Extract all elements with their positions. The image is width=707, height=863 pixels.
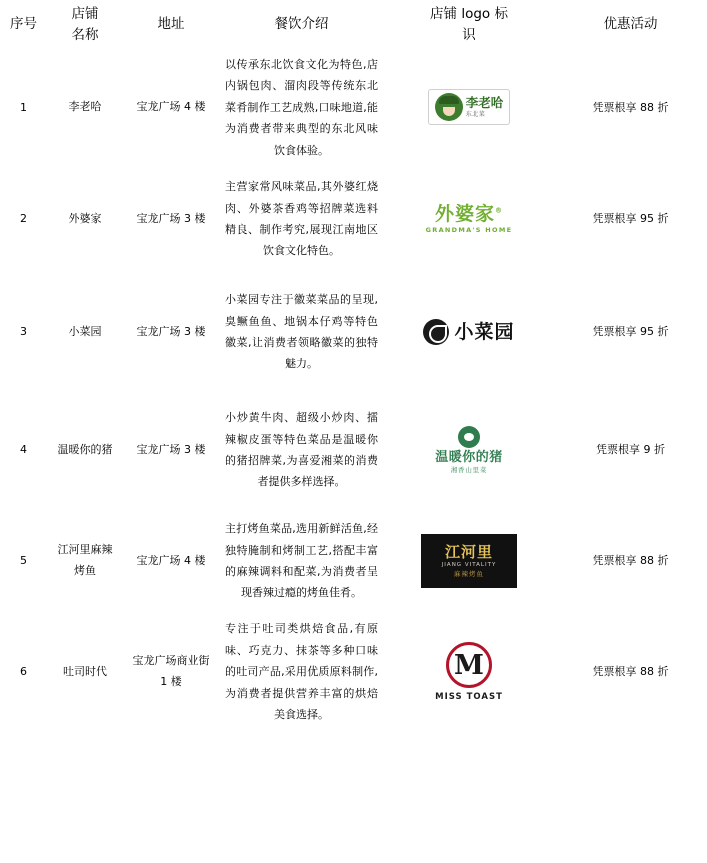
column-header-name [47, 0, 123, 50]
logo-wrapper [390, 426, 548, 474]
table-row [0, 391, 707, 509]
cell-logo [384, 50, 554, 165]
cell-address: 宝龙广场 3 楼 [136, 211, 206, 225]
logo-wrapper [390, 534, 548, 588]
table-row [0, 165, 707, 273]
cell-description: 主营家常风味菜品,其外婆红烧肉、外婆茶香鸡等招牌菜选料精良、制作考究,展现江南地区饮食文化特色。 [225, 180, 378, 258]
cell-description: 专注于吐司类烘焙食品,有原味、巧克力、抹茶等多种口味的吐司产品,采用优质原料制作,为消费者提供营养丰富的烘焙美食选择。 [225, 622, 378, 722]
logo-sub-text: GRANDMA'S HOME [425, 225, 513, 234]
column-header-description [219, 0, 384, 50]
cell-logo [384, 273, 554, 391]
column-header-logo-line2: 识 [462, 26, 476, 43]
column-header-address-line1: 地址 [157, 16, 185, 33]
table-row [0, 613, 707, 731]
registered-mark-icon: ® [495, 206, 503, 215]
logo-wrapper [390, 315, 548, 349]
table-body [0, 50, 707, 731]
logo-wrapper [390, 642, 548, 702]
cell-description: 小菜园专注于徽菜菜品的呈现,臭鳜鱼鱼、地锅本仔鸡等特色徽菜,让消费者领略徽菜的独特魅力。 [225, 293, 378, 371]
shop-logo-waipojia [425, 202, 513, 234]
logo-wrapper [390, 89, 548, 125]
column-header-name-line1: 店铺 [71, 6, 99, 22]
cell-index: 3 [20, 325, 27, 339]
cell-logo [384, 509, 554, 613]
table-header-row [0, 0, 707, 50]
table-row [0, 50, 707, 165]
column-header-name-line2: 名称 [71, 26, 99, 43]
cell-index: 5 [20, 554, 27, 568]
cell-shop-name: 吐司时代 [63, 664, 107, 678]
column-header-logo-line1: 店铺 logo 标 [430, 6, 508, 22]
logo-en-text: JIANG VITALITY [441, 561, 497, 568]
column-header-address [123, 0, 219, 50]
logo-wrapper [390, 202, 548, 234]
logo-main-text: 温暖你的猪 [435, 450, 503, 466]
shop-logo-lilaoha [428, 89, 511, 125]
logo-main-text: 小菜园 [454, 320, 515, 343]
chef-avatar-icon [435, 93, 463, 121]
cell-address: 宝龙广场 4 楼 [136, 553, 206, 567]
cell-index: 4 [20, 443, 27, 457]
cell-promotion: 凭票根享 88 折 [592, 100, 669, 114]
cell-logo [384, 165, 554, 273]
logo-main-text: 江河里 [444, 542, 493, 561]
logo-sub-text: 东北菜 [465, 110, 486, 118]
column-header-index [0, 0, 47, 50]
cell-shop-name: 江河里麻辣烤鱼 [57, 543, 113, 578]
cell-address: 宝龙广场 3 楼 [136, 324, 206, 338]
logo-monogram: M [454, 649, 484, 681]
column-header-logo [384, 0, 554, 50]
cell-address: 宝龙广场 4 楼 [136, 99, 206, 113]
cell-shop-name: 小菜园 [68, 324, 102, 338]
table-row [0, 273, 707, 391]
cell-index: 2 [20, 212, 27, 226]
cell-promotion: 凭票根享 88 折 [592, 665, 669, 679]
cell-logo [384, 613, 554, 731]
logo-main-text: 李老哈 [465, 95, 504, 111]
leaf-circle-icon [423, 319, 449, 345]
cell-index: 1 [20, 100, 27, 114]
cell-logo [384, 391, 554, 509]
cell-description: 以传承东北饮食文化为特色,店内锅包肉、溜肉段等传统东北菜肴制作工艺成熟,口味地道,能为消费者带来典型的东北风味饮食体验。 [225, 57, 378, 157]
logo-main-text: 外婆家 [434, 202, 495, 225]
shop-logo-misstoast [435, 642, 503, 702]
cell-shop-name: 温暖你的猪 [57, 442, 113, 456]
shop-logo-jianghelli [421, 534, 517, 588]
cell-index: 6 [20, 665, 27, 679]
cell-promotion: 凭票根享 88 折 [592, 554, 669, 568]
cell-promotion: 凭票根享 95 折 [592, 212, 669, 226]
cell-promotion: 凭票根享 9 折 [596, 443, 665, 457]
cell-address: 宝龙广场商业街 1 楼 [132, 654, 210, 689]
table-row [0, 509, 707, 613]
cell-promotion: 凭票根享 95 折 [592, 325, 669, 339]
shop-logo-wennuannidezhu [435, 426, 503, 474]
logo-sub-text: 麻辣烤鱼 [454, 570, 484, 579]
monogram-circle-icon [446, 642, 492, 688]
logo-main-text-group [434, 202, 503, 225]
cell-description: 主打烤鱼菜品,选用新鲜活鱼,经独特腌制和烤制工艺,搭配丰富的麻辣调料和配菜,为消费者呈现香辣过瘾的烤鱼佳肴。 [225, 522, 378, 600]
column-header-promotion [554, 0, 707, 50]
cell-shop-name: 李老哈 [68, 99, 102, 113]
column-header-index-line1: 序号 [10, 16, 37, 33]
cell-address: 宝龙广场 3 楼 [136, 442, 206, 456]
pig-circle-icon [458, 426, 480, 448]
shop-logo-xiaocaiyuan [423, 315, 514, 349]
table-header [0, 0, 707, 50]
logo-sub-text: MISS TOAST [435, 692, 503, 703]
cell-description: 小炒黄牛肉、超级小炒肉、擂辣椒皮蛋等特色菜品是温暖你的猪招牌菜,为喜爱湘菜的消费者提供多样选择。 [225, 411, 378, 489]
cell-shop-name: 外婆家 [68, 211, 102, 225]
column-header-description-line1: 餐饮介绍 [274, 16, 329, 33]
column-header-promotion-line1: 优惠活动 [603, 16, 658, 33]
logo-text-group [466, 97, 504, 118]
logo-sub-text: 湘香山里菜 [450, 466, 488, 475]
